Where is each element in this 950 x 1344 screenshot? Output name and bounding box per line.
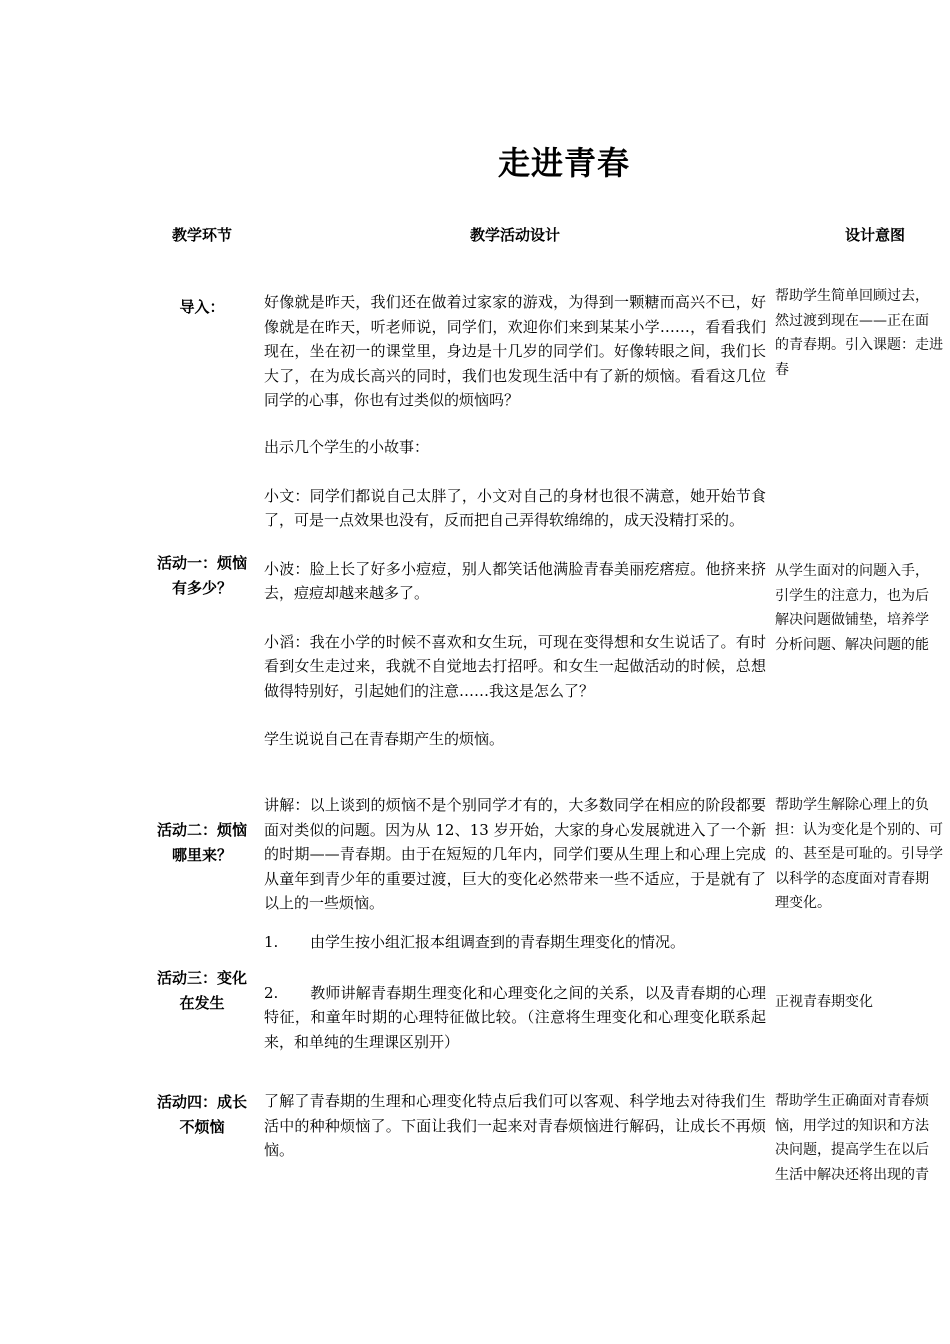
- list-item: [264, 930, 766, 955]
- section-label-line: 活动四：成长: [156, 1093, 247, 1111]
- intent-line: 以科学的态度面对青春期: [775, 870, 929, 887]
- intent-line: 的、甚至是可耻的。引导学: [775, 846, 943, 862]
- header-intent: 设计意图: [844, 226, 905, 244]
- list-item-number: 2.: [264, 983, 279, 1002]
- intent-line: 担：认为变化是个别的、可: [775, 821, 943, 838]
- intent-line: 正视青春期变化: [775, 994, 873, 1010]
- intent-line: 解决问题做铺垫，培养学: [775, 612, 929, 628]
- activity-3: [264, 930, 766, 1054]
- list-item-text: 教师讲解青春期生理变化和心理变化之间的关系，以及青春期的心理特征，和童年时期的心理特征做比较。（注意将生理变化和心理变化联系起来，和单纯的生理课区别开）: [264, 983, 766, 1051]
- activity-4: [264, 1089, 766, 1163]
- intent-line: 引学生的注意力，也为后: [775, 587, 929, 604]
- section-label-activity-2: [148, 818, 256, 868]
- intent-line: 恼，用学过的知识和方法: [775, 1117, 929, 1134]
- list-item: [264, 981, 766, 1055]
- intent-line: 从学生面对的问题入手，: [775, 563, 929, 579]
- intent-intro: [775, 284, 950, 382]
- intent-line: 生活中解决还将出现的青: [775, 1166, 929, 1183]
- list-item-text: 由学生按小组汇报本组调查到的青春期生理变化的情况。: [310, 933, 686, 951]
- activity-paragraph: 小文：同学们都说自己太胖了，小文对自己的身材也很不满意，她开始节食了，可是一点效果也没有，反而把自己弄得软绵绵的，成天没精打采的。: [264, 486, 766, 529]
- section-label-activity-3: [148, 966, 256, 1016]
- intent-line: 分析问题、解决问题的能: [775, 636, 929, 653]
- intent-line: 决问题，提高学生在以后: [775, 1142, 929, 1158]
- section-label-line: 有多少？: [171, 579, 232, 597]
- intent-line: 然过渡到现在——正在面: [775, 312, 929, 329]
- intent-line: 理变化。: [775, 895, 831, 911]
- activity-intro: [264, 290, 766, 413]
- intent-activity-2: [775, 793, 950, 916]
- header-section: 教学环节: [171, 226, 232, 244]
- section-label-intro: [148, 295, 256, 320]
- intent-line: 帮助学生正确面对青春烦: [775, 1093, 929, 1109]
- document-title: 走进青春: [497, 144, 630, 182]
- intent-line: 的青春期。引入课题：走进: [775, 337, 943, 353]
- intent-line: 春: [775, 361, 789, 378]
- section-label-line: 哪里来？: [171, 846, 232, 864]
- section-label-line: 在发生: [179, 994, 225, 1012]
- activity-paragraph: 小滔：我在小学的时候不喜欢和女生玩，可现在变得想和女生说话了。有时看到女生走过来，我就不自觉地去打招呼。和女生一起做活动的时候，总想做得特别好，引起她们的注意……我这是怎么了？: [264, 632, 766, 700]
- intent-activity-4: [775, 1089, 950, 1187]
- activity-paragraph: 学生说说自己在青春期产生的烦恼。: [264, 730, 505, 748]
- activity-paragraph: 出示几个学生的小故事：: [264, 438, 430, 456]
- section-label-line: 不烦恼: [179, 1118, 225, 1136]
- section-label-activity-4: [148, 1090, 256, 1140]
- section-label-line: 活动一：烦恼: [156, 554, 247, 572]
- activity-paragraph: 了解了青春期的生理和心理变化特点后我们可以客观、科学地去对待我们生活中的种种烦恼了。下面让我们一起来对青春烦恼进行解码，让成长不再烦恼。: [264, 1092, 766, 1159]
- section-label-line: 导入：: [179, 298, 225, 316]
- list-item-number: 1.: [264, 933, 279, 951]
- intent-activity-3: [775, 990, 950, 1015]
- intent-activity-1: [775, 559, 950, 657]
- activity-2: [264, 793, 766, 916]
- activity-1: [264, 435, 766, 752]
- section-label-line: 活动二：烦恼: [156, 821, 247, 839]
- section-label-line: 活动三：变化: [156, 969, 247, 987]
- activity-paragraph: 好像就是昨天，我们还在做着过家家的游戏，为得到一颗糖而高兴不已，好像就是在昨天，听老师说，同学们，欢迎你们来到某某小学……，看看我们现在，坐在初一的课堂里，身边是十几岁的同学们。好像转眼之间，我们长大了，在为成长高兴的同时，我们也发现生活中有了新的烦恼。看看这几位同学的心事，你也有过类似的烦恼吗？: [264, 293, 766, 409]
- activity-paragraph: 讲解：以上谈到的烦恼不是个别同学才有的，大多数同学在相应的阶段都要面对类似的问题。因为从 12、13 岁开始，大家的身心发展就进入了一个新的时期——青春期。由于在短短的几年内，同学们要从生理上和心理上完成从童年到青少年的重要过渡，巨大的变化必然带来一些不适应，于是就有了以上的一些烦恼。: [264, 796, 766, 912]
- header-activity: 教学活动设计: [469, 226, 560, 244]
- intent-line: 帮助学生解除心理上的负: [775, 797, 929, 813]
- activity-paragraph: 小波：脸上长了好多小痘痘，别人都笑话他满脸青春美丽疙瘩痘。他挤来挤去，痘痘却越来越多了。: [264, 559, 766, 602]
- intent-line: 帮助学生简单回顾过去，: [775, 288, 929, 304]
- section-label-activity-1: [148, 551, 256, 601]
